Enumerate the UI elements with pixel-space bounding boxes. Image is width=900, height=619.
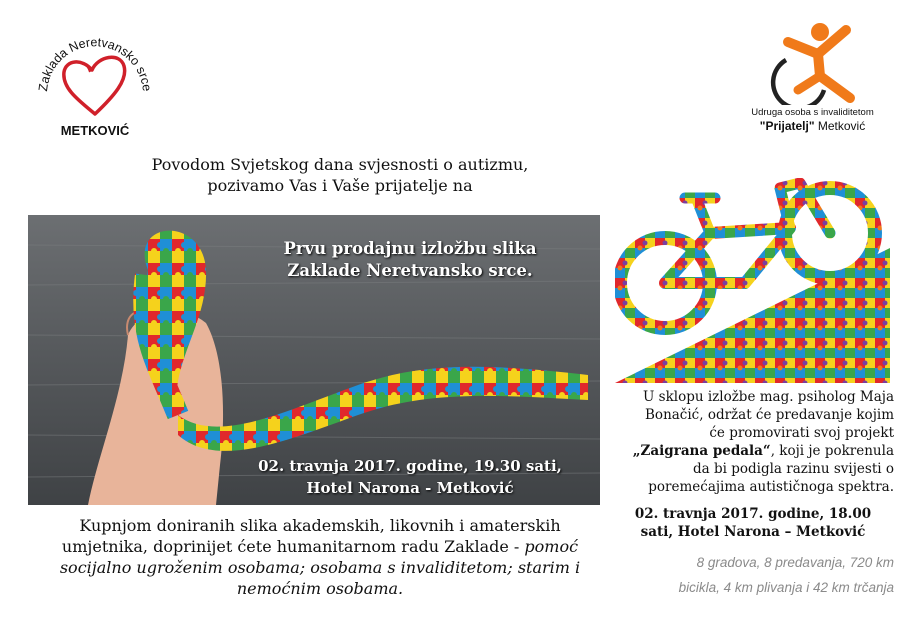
bicycle-icon	[615, 178, 890, 383]
donation-line-2-start: umjetnika, doprinijet ćete humanitarnom radu Zaklade -	[61, 537, 525, 556]
donation-line-2	[40, 536, 600, 557]
donation-line-4-italic: nemoćnim osobama.	[236, 579, 404, 598]
lecture-text	[612, 388, 894, 496]
exhibition-date-line-1: 02. travnja 2017. godine, 19.30 sati,	[258, 457, 562, 475]
logo-arc-text: Zaklada Neretvansko srce	[36, 35, 154, 93]
lecture-line-4-rest: , koji je pokrenula	[770, 443, 894, 459]
puzzle-bicycle-image	[615, 178, 890, 383]
exhibition-date	[220, 455, 600, 499]
association-title	[745, 119, 880, 133]
logo-city-text: METKOVIĆ	[60, 123, 130, 138]
lecture-date	[612, 505, 894, 541]
stats-line-1: 8 gradova, 8 predavanja, 720 km	[696, 555, 894, 570]
association-city: Metković	[814, 119, 866, 133]
lecture-line-1: U sklopu izložbe mag. psiholog Maja	[642, 389, 894, 405]
intro-line-2: pozivamo Vas i Vaše prijatelje na	[207, 176, 473, 195]
donation-text	[40, 515, 600, 599]
project-name: „Zaigrana pedala“	[632, 443, 771, 459]
exhibition-title-line-1: Prvu prodajnu izložbu slika	[283, 239, 537, 258]
logo-udruga	[745, 20, 880, 150]
lecture-date-line-2: sati, Hotel Narona – Metković	[640, 524, 866, 540]
heart-logo-icon	[20, 22, 170, 142]
association-title-bold: "Prijatelj"	[759, 119, 815, 133]
intro-text	[60, 154, 620, 196]
donation-line-3	[40, 557, 600, 578]
lecture-line-4	[612, 442, 894, 460]
lecture-line-3: će promovirati svoj projekt	[709, 425, 894, 441]
donation-line-4	[40, 578, 600, 599]
donation-line-1: Kupnjom doniranih slika akademskih, likovnih i amaterskih	[79, 516, 561, 535]
wheelchair-person-icon	[758, 20, 868, 105]
lecture-line-2: Bonačić, održat će predavanje kojim	[645, 407, 894, 423]
lecture-line-6: poremećajima autističnoga spektra.	[648, 479, 894, 495]
exhibition-title	[230, 238, 590, 282]
donation-line-3-italic: socijalno ugroženim osobama; osobama s invaliditetom; starim i	[59, 558, 581, 577]
intro-line-1: Povodom Svjetskog dana svjesnosti o autizmu,	[151, 155, 529, 174]
donation-line-2-italic: pomoć	[524, 537, 579, 556]
exhibition-title-line-2: Zaklade Neretvansko srce.	[287, 261, 533, 280]
lecture-date-line-1: 02. travnja 2017. godine, 18.00	[634, 506, 872, 522]
stats-line-2: bicikla, 4 km plivanja i 42 km trčanja	[678, 580, 894, 595]
lecture-line-5: da bi podigla razinu svijesti o	[692, 461, 894, 477]
logo-zaklada	[20, 22, 170, 142]
project-stats	[612, 550, 894, 600]
exhibition-venue: Hotel Narona - Metković	[306, 479, 514, 497]
association-name: Udruga osoba s invaliditetom	[751, 107, 874, 118]
